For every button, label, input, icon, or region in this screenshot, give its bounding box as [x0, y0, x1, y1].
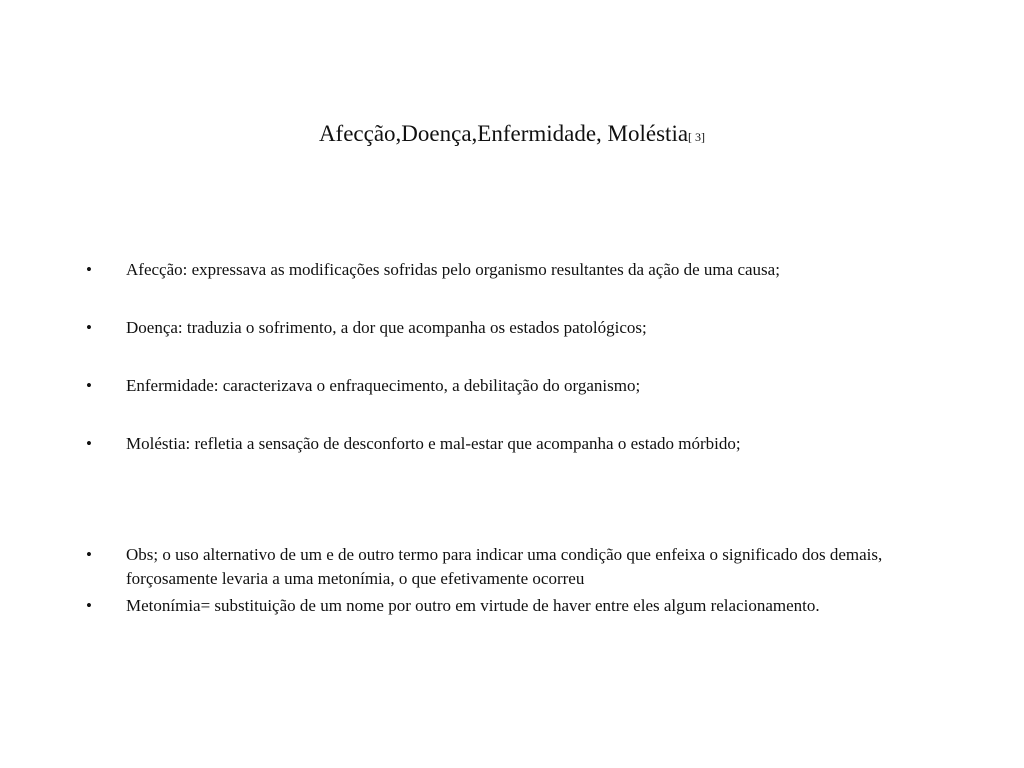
bullet-icon: • — [86, 596, 92, 615]
definition-text: Doença: traduzia o sofrimento, a dor que acompanha os estados patológicos; — [126, 318, 647, 337]
bullet-icon: • — [86, 376, 92, 395]
title-reference: [ 3] — [688, 130, 706, 144]
list-item — [86, 374, 936, 398]
slide-title — [0, 118, 1024, 153]
bullet-icon: • — [86, 260, 92, 279]
definition-text: Afecção: expressava as modificações sofridas pelo organismo resultantes da ação de uma causa; — [126, 260, 780, 279]
definitions-list — [86, 258, 936, 490]
list-item — [86, 432, 936, 456]
definition-text: Moléstia: refletia a sensação de desconforto e mal-estar que acompanha o estado mórbido; — [126, 434, 741, 453]
list-item — [86, 258, 936, 282]
bullet-icon: • — [86, 545, 92, 564]
bullet-icon: • — [86, 318, 92, 337]
list-item — [86, 316, 936, 340]
slide-title-text: Afecção,Doença,Enfermidade, Moléstia — [318, 121, 689, 146]
list-item — [86, 594, 936, 618]
note-text: Metonímia= substituição de um nome por outro em virtude de haver entre eles algum relacionamento. — [126, 596, 820, 615]
note-text: Obs; o uso alternativo de um e de outro termo para indicar uma condição que enfeixa o significado dos demais, forçosamente levaria a uma metonímia, o que efetivamente ocorreu — [126, 545, 883, 588]
bullet-icon: • — [86, 434, 92, 453]
list-item — [86, 543, 936, 591]
notes-list — [86, 543, 936, 621]
definition-text: Enfermidade: caracterizava o enfraquecimento, a debilitação do organismo; — [126, 376, 641, 395]
